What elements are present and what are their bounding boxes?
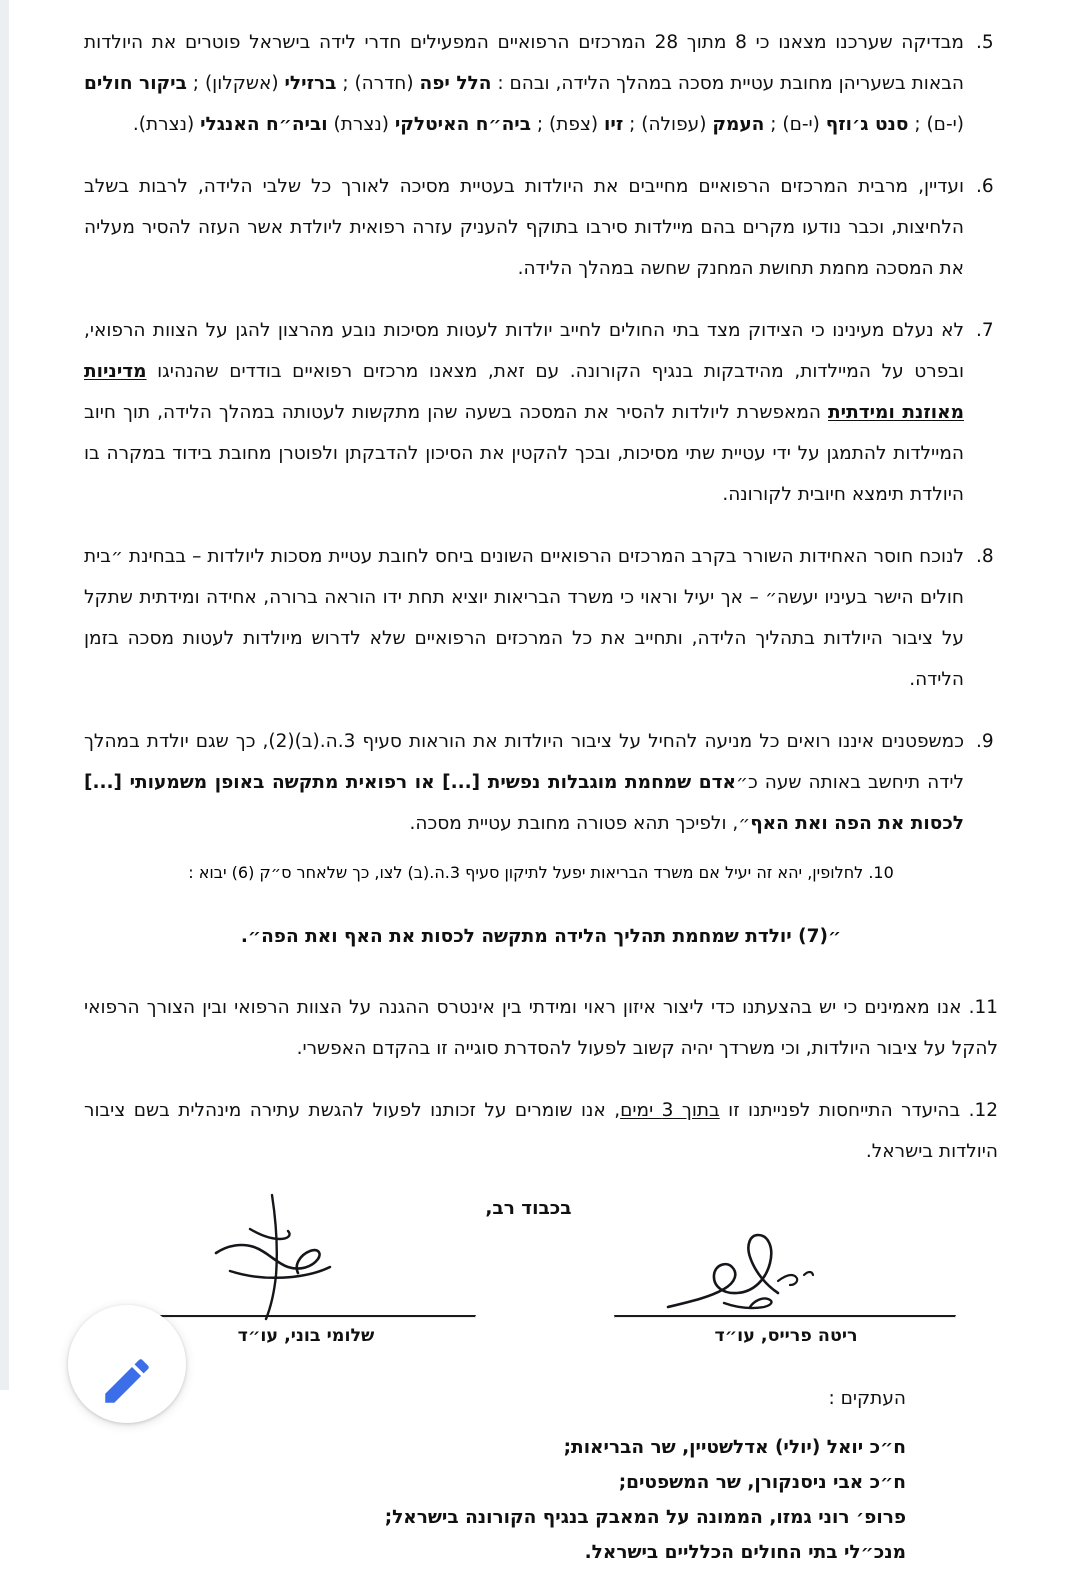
signature-row — [136, 1237, 956, 1346]
signatory-block-rita — [616, 1237, 956, 1346]
copies-item: ח״כ אבי ניסנקורן, שר המשפטים; — [618, 1472, 906, 1493]
clause-text: לא נעלם מעינינו כי הצידוק מצד בתי החולים לחייב יולדות לעטות מסיכות נובע מהרצון להגן על הצוות הרפואי, ובפרט על המיילדות, מהידבקות בנגיף הקורונה. עם זאת, מצאנו מרכזים רפואיים בודדים שהנהיגו מדיניות מאוזנת ומידתית המאפשרת ליולדות להסיר את המסכה בשעה שהן מתקשות לעטותה במהלך הלידה, תוך חיוב המיילדות להתמגן על ידי עטיית שתי מסיכות, ובכך להקטין את הסיכון להדבקתן ולפוטרן מחובת בידוד במקרה בו היולדת תימצא חיובית לקורונה. — [84, 320, 964, 505]
clause-number: 9. — [976, 731, 994, 752]
clause-9 — [84, 721, 998, 844]
clause-7 — [84, 310, 998, 515]
clause-10: 10. לחלופין, יהא זה יעיל אם משרד הבריאות יפעל לתיקון סעיף 3.ה.(ב) לצו, כך שלאחר ס״ק (6) יבוא : — [188, 863, 894, 882]
clause-number: 8. — [976, 546, 994, 567]
signatory-name: ריטה פרייס, עו״ד — [714, 1326, 858, 1346]
clause-text: כמשפטנים איננו רואים כל מניעה להחיל על ציבור היולדות את הוראות סעיף 3.ה.(ב)(2), כך שגם יולדת במהלך לידה תיחשב באותה שעה כ״אדם שמחמת מוגבלות נפשית [...] או רפואית מתקשה באופן משמעותי [...] לכסות את הפה ואת האף״, ולפיכך תהא פטורה מחובת עטיית מסכה. — [84, 731, 964, 834]
clause-6 — [84, 166, 998, 289]
proposed-subsection-quote: ״(7) יולדת שמחמת תהליך הלידה מתקשה לכסות את האף ואת הפה״. — [240, 926, 842, 947]
copies-section — [84, 1382, 906, 1570]
pencil-edit-icon — [98, 1352, 156, 1410]
clause-8 — [84, 536, 998, 700]
copies-item: מנכ״לי בתי החולים הכלליים בישראל. — [584, 1542, 906, 1563]
clause-text: מבדיקה שערכנו מצאנו כי 8 מתוך 28 המרכזים הרפואיים המפעילים חדרי לידה בישראל פוטרים את היולדות הבאות בשעריהן מחובת עטיית מסכה במהלך הלידה, ובהם : הלל יפה (חדרה) ; ברזילי (אשקלון) ; ביקור חולים (י-ם) ; סנט ג׳וזף (י-ם) ; העמק (עפולה) ; זיו (צפת) ; ביה״ח האיטלקי (נצרת) וביה״ח האנגלי (נצרת). — [84, 32, 964, 135]
signature-greeting: בכבוד רב, — [485, 1198, 572, 1219]
handwritten-signature-shlomi — [136, 1237, 476, 1315]
clause-number: 6. — [976, 176, 994, 197]
clause-number: 7. — [976, 320, 994, 341]
clause-text: לנוכח חוסר האחידות השורר בקרב המרכזים הרפואיים השונים ביחס לחובת עטיית מסכות ליולדות – בבחינת ״בית חולים הישר בעיניו יעשה״ – אך יעיל וראוי כי משרד הבריאות יוציא תחת ידו הוראה ברורה, אחידה ומידתית שתקל על ציבור היולדות בתהליך הלידה, ותחייב את כל המרכזים הרפואיים שלא לדרוש מיולדות לעטות מסכה בזמן הלידה. — [84, 546, 964, 690]
clause-number: 5. — [976, 32, 994, 53]
copies-title: העתקים : — [828, 1388, 906, 1409]
clause-12: 12. בהיעדר התייחסות לפנייתנו זו בתוך 3 ימים, אנו שומרים על זכותנו לפעול להגשת עתירה מינהלית בשם ציבור היולדות בישראל. — [84, 1100, 999, 1162]
signatory-name: שלומי בוני, עו״ד — [237, 1326, 375, 1346]
document-page — [9, 0, 1080, 1563]
clause-5 — [84, 22, 998, 145]
edit-fab-button[interactable] — [68, 1305, 186, 1423]
copies-item: פרופ׳ רוני גמזו, הממונה על המאבק בנגיף הקורונה בישראל; — [384, 1507, 906, 1528]
clause-text: ועדיין, מרבית המרכזים הרפואיים מחייבים את היולדות בעטיית מסיכה לאורך כל שלבי הלידה, לרבות בשלב הלחיצות, וכבר נודעו מקרים בהם מיילדות סירבו בתוקף להעניק עזרה רפואית ליולדת אשר העזה להסיר מעליה את המסכה מחמת תחושת המחנק שחשה במהלך הלידה. — [84, 176, 964, 279]
copies-item: ח״כ יואל (יולי) אדלשטיין, שר הבריאות; — [563, 1437, 906, 1458]
handwritten-signature-rita — [616, 1237, 956, 1315]
signatory-block-shlomi — [136, 1237, 476, 1346]
clause-11: 11. אנו מאמינים כי יש בהצעתנו כדי ליצור איזון ראוי ומידתי בין אינטרס ההגנה על הצוות הרפואי ובין הצורך הרפואי להקל על ציבור היולדות, וכי משרדך יהיה קשוב לפעול להסדרת סוגייה זו בהקדם האפשרי. — [84, 997, 998, 1059]
